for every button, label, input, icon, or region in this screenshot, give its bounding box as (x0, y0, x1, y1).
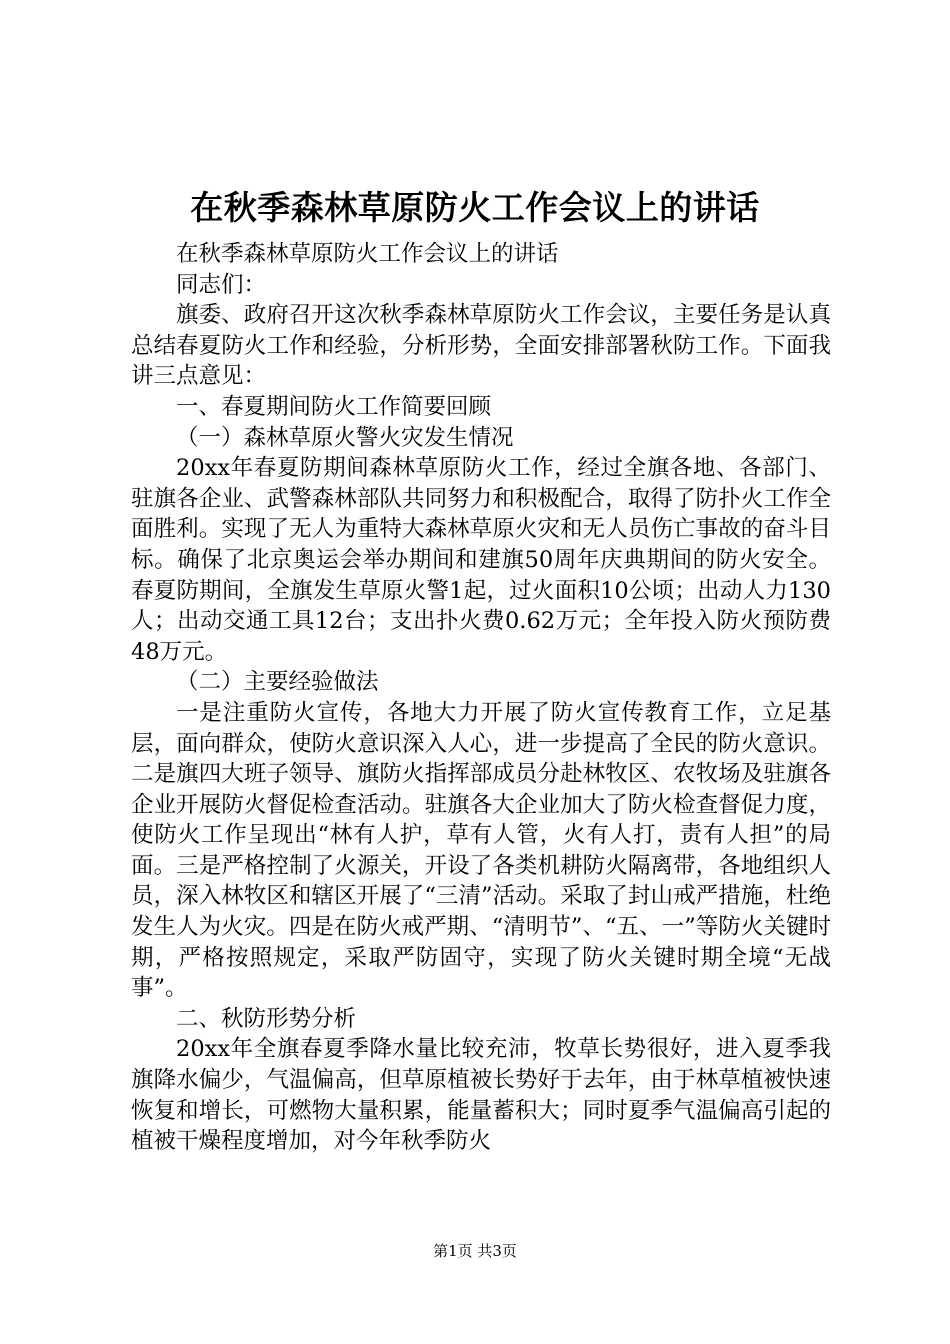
paragraph-fire-situation: 20xx年春夏防期间森林草原防火工作，经过全旗各地、各部门、驻旗各企业、武警森林部队共同努力和积极配合，取得了防扑火工作全面胜利。实现了无人为重特大森林草原火灾和无人员伤亡事故的奋斗目标。确保了北京奥运会举办期间和建旗50周年庆典期间的防火安全。春夏防期间，全旗发生草原火警1起，过火面积10公顷；出动人力130人；出动交通工具12台；支出扑火费0.62万元；全年投入防火预防费48万元。 (131, 455, 831, 665)
document-title: 在秋季森林草原防火工作会议上的讲话 (190, 188, 760, 227)
paragraph-autumn-situation: 20xx年全旗春夏季降水量比较充沛，牧草长势很好，进入夏季我旗降水偏少，气温偏高，但草原植被长势好于去年，由于林草植被快速恢复和增长，可燃物大量积累，能量蓄积大；同时夏季气温偏高引起的植被干燥程度增加，对今年秋季防火 (131, 1036, 831, 1155)
subsection-heading-1-1: （一）森林草原火警火灾发生情况 (176, 424, 514, 451)
paragraph-intro: 旗委、政府召开这次秋季森林草原防火工作会议，主要任务是认真总结春夏防火工作和经验，分析形势，全面安排部署秋防工作。下面我讲三点意见： (131, 302, 831, 390)
page-footer: 第1页 共3页 (433, 1242, 517, 1260)
subsection-heading-1-2: （二）主要经验做法 (176, 669, 379, 696)
paragraph-salutation: 同志们： (176, 271, 267, 298)
section-heading-1: 一、春夏期间防火工作简要回顾 (176, 393, 492, 420)
section-heading-2: 二、秋防形势分析 (176, 1005, 357, 1032)
paragraph-subtitle: 在秋季森林草原防火工作会议上的讲话 (176, 241, 559, 267)
document-body (131, 239, 831, 1157)
paragraph-experience: 一是注重防火宣传，各地大力开展了防火宣传教育工作，立足基层，面向群众，使防火意识深入人心，进一步提高了全民的防火意识。二是旗四大班子领导、旗防火指挥部成员分赴林牧区、农牧场及驻旗各企业开展防火督促检查活动。驻旗各大企业加大了防火检查督促力度，使防火工作呈现出“林有人护，草有人管，火有人打，责有人担”的局面。三是严格控制了火源关，开设了各类机耕防火隔离带，各地组织人员，深入林牧区和辖区开展了“三清”活动。采取了封山戒严措施，杜绝发生人为火灾。四是在防火戒严期、“清明节”、“五、一”等防火关键时期，严格按照规定，采取严防固守，实现了防火关键时期全境“无战事”。 (131, 699, 831, 1002)
